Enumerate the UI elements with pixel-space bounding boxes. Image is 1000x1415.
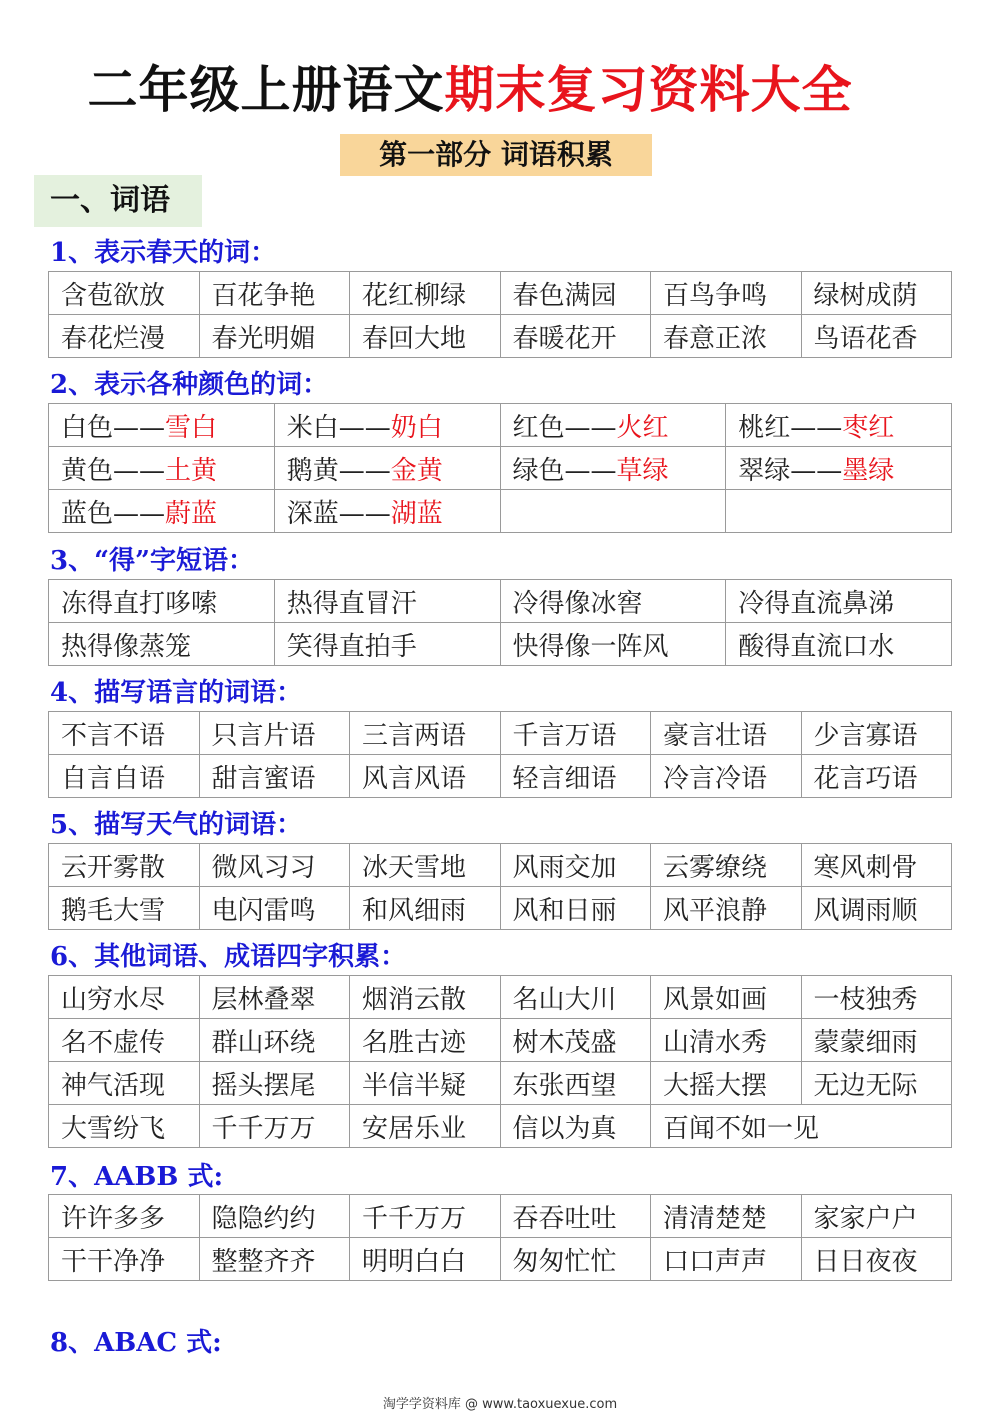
table-row [49,1238,952,1281]
word-cell: 无边无际 [801,1062,952,1105]
word-cell: 快得像一阵风 [500,623,726,666]
word-cell: 风雨交加 [500,844,651,887]
color-cell [500,404,726,447]
word-cell: 蒙蒙细雨 [801,1019,952,1062]
color-base: 白色—— [61,412,166,443]
word-cell: 千千万万 [199,1105,350,1148]
word-cell: 山清水秀 [651,1019,802,1062]
word-cell: 百闻不如一见 [651,1105,952,1148]
color-base: 桃红—— [738,412,843,443]
color-variant: 枣红 [842,412,895,443]
word-cell: 只言片语 [199,712,350,755]
word-cell: 鹅毛大雪 [49,887,200,930]
word-cell: 不言不语 [49,712,200,755]
table-row [49,1062,952,1105]
color-variant: 蔚蓝 [165,498,218,529]
color-variant: 墨绿 [842,455,895,486]
color-base: 蓝色—— [61,498,166,529]
part-banner: 第一部分 词语积累 [340,134,652,176]
color-cell [500,490,726,533]
table-row [49,712,952,755]
word-cell: 名山大川 [500,976,651,1019]
word-cell: 家家户户 [801,1195,952,1238]
word-cell: 豪言壮语 [651,712,802,755]
color-variant: 湖蓝 [390,498,443,529]
word-cell: 冷言冷语 [651,755,802,798]
color-variant: 金黄 [390,455,443,486]
color-base: 翠绿—— [738,455,843,486]
color-base: 绿色—— [512,455,617,486]
color-cell [49,447,275,490]
color-base: 红色—— [512,412,617,443]
word-cell: 云开雾散 [49,844,200,887]
heading-abac: 8、ABAC 式: [50,1328,222,1358]
title-black: 二年级上册语文 [87,61,445,119]
table-colors [48,403,952,533]
footer-watermark: 淘学学资料库 @ www.taoxuexue.com [382,1397,618,1412]
table-row [49,272,952,315]
color-variant: 火红 [616,412,669,443]
word-cell: 树木茂盛 [500,1019,651,1062]
word-cell: 风平浪静 [651,887,802,930]
table-row [49,1019,952,1062]
color-cell [49,490,275,533]
word-cell: 摇头摆尾 [199,1062,350,1105]
color-cell [500,447,726,490]
word-cell: 自言自语 [49,755,200,798]
heading-language: 4、描写语言的词语： [50,678,303,708]
color-variant: 雪白 [165,412,218,443]
word-cell: 春意正浓 [651,315,802,358]
word-cell: 大摇大摆 [651,1062,802,1105]
word-cell: 热得像蒸笼 [49,623,275,666]
word-cell: 名不虚传 [49,1019,200,1062]
word-cell: 半信半疑 [350,1062,501,1105]
color-base: 黄色—— [61,455,166,486]
word-cell: 春色满园 [500,272,651,315]
color-base: 米白—— [286,412,391,443]
word-cell: 群山环绕 [199,1019,350,1062]
table-weather [48,843,952,930]
table-idioms [48,975,952,1148]
word-cell: 风调雨顺 [801,887,952,930]
word-cell: 清清楚楚 [651,1195,802,1238]
table-de-phrases [48,579,952,666]
color-variant: 奶白 [390,412,443,443]
heading-colors: 2、表示各种颜色的词： [50,370,329,400]
color-variant: 土黄 [165,455,218,486]
word-cell: 吞吞吐吐 [500,1195,651,1238]
color-base: 鹅黄—— [286,455,391,486]
word-cell: 风景如画 [651,976,802,1019]
word-cell: 百花争艳 [199,272,350,315]
word-cell: 千千万万 [350,1195,501,1238]
heading-weather: 5、描写天气的词语： [50,810,303,840]
word-cell: 山穷水尽 [49,976,200,1019]
page-title [0,50,940,122]
word-cell: 微风习习 [199,844,350,887]
table-row [49,887,952,930]
table-row [49,447,952,490]
word-cell: 安居乐业 [350,1105,501,1148]
word-cell: 云雾缭绕 [651,844,802,887]
word-cell: 神气活现 [49,1062,200,1105]
table-row [49,490,952,533]
word-cell: 风言风语 [350,755,501,798]
table-row [49,1105,952,1148]
color-cell [726,447,952,490]
word-cell: 明明白白 [350,1238,501,1281]
word-cell: 信以为真 [500,1105,651,1148]
word-cell: 少言寡语 [801,712,952,755]
word-cell: 冷得像冰窖 [500,580,726,623]
color-cell [49,404,275,447]
color-cell [726,404,952,447]
color-cell [274,404,500,447]
word-cell: 绿树成荫 [801,272,952,315]
word-cell: 春暖花开 [500,315,651,358]
word-cell: 口口声声 [651,1238,802,1281]
table-aabb [48,1194,952,1281]
word-cell: 千言万语 [500,712,651,755]
color-cell [274,490,500,533]
color-cell [274,447,500,490]
word-cell: 整整齐齐 [199,1238,350,1281]
word-cell: 冷得直流鼻涕 [726,580,952,623]
color-variant: 草绿 [616,455,669,486]
table-row [49,755,952,798]
word-cell: 干干净净 [49,1238,200,1281]
word-cell: 寒风刺骨 [801,844,952,887]
word-cell: 日日夜夜 [801,1238,952,1281]
word-cell: 烟消云散 [350,976,501,1019]
table-row [49,404,952,447]
word-cell: 酸得直流口水 [726,623,952,666]
word-cell: 名胜古迹 [350,1019,501,1062]
section-banner: 一、词语 [34,175,202,227]
word-cell: 含苞欲放 [49,272,200,315]
table-spring [48,271,952,358]
table-language [48,711,952,798]
word-cell: 甜言蜜语 [199,755,350,798]
word-cell: 春花烂漫 [49,315,200,358]
title-red: 期末复习资料大全 [444,61,853,119]
table-row [49,623,952,666]
word-cell: 三言两语 [350,712,501,755]
table-row [49,976,952,1019]
word-cell: 一枝独秀 [801,976,952,1019]
word-cell: 风和日丽 [500,887,651,930]
word-cell: 东张西望 [500,1062,651,1105]
table-row [49,315,952,358]
heading-idioms: 6、其他词语、成语四字积累： [50,942,407,972]
word-cell: 电闪雷鸣 [199,887,350,930]
word-cell: 热得直冒汗 [274,580,500,623]
heading-aabb: 7、AABB 式: [50,1162,224,1192]
word-cell: 层林叠翠 [199,976,350,1019]
table-row [49,1195,952,1238]
word-cell: 冻得直打哆嗦 [49,580,275,623]
word-cell: 许许多多 [49,1195,200,1238]
word-cell: 花言巧语 [801,755,952,798]
word-cell: 匆匆忙忙 [500,1238,651,1281]
word-cell: 冰天雪地 [350,844,501,887]
word-cell: 轻言细语 [500,755,651,798]
color-base: 深蓝—— [286,498,391,529]
word-cell: 春回大地 [350,315,501,358]
word-cell: 花红柳绿 [350,272,501,315]
table-row [49,580,952,623]
word-cell: 和风细雨 [350,887,501,930]
word-cell: 百鸟争鸣 [651,272,802,315]
table-row [49,844,952,887]
word-cell: 隐隐约约 [199,1195,350,1238]
heading-de-phrases: 3、“得”字短语： [50,546,255,576]
word-cell: 笑得直拍手 [274,623,500,666]
color-cell [726,490,952,533]
word-cell: 鸟语花香 [801,315,952,358]
word-cell: 春光明媚 [199,315,350,358]
heading-spring: 1、表示春天的词： [50,238,277,268]
word-cell: 大雪纷飞 [49,1105,200,1148]
